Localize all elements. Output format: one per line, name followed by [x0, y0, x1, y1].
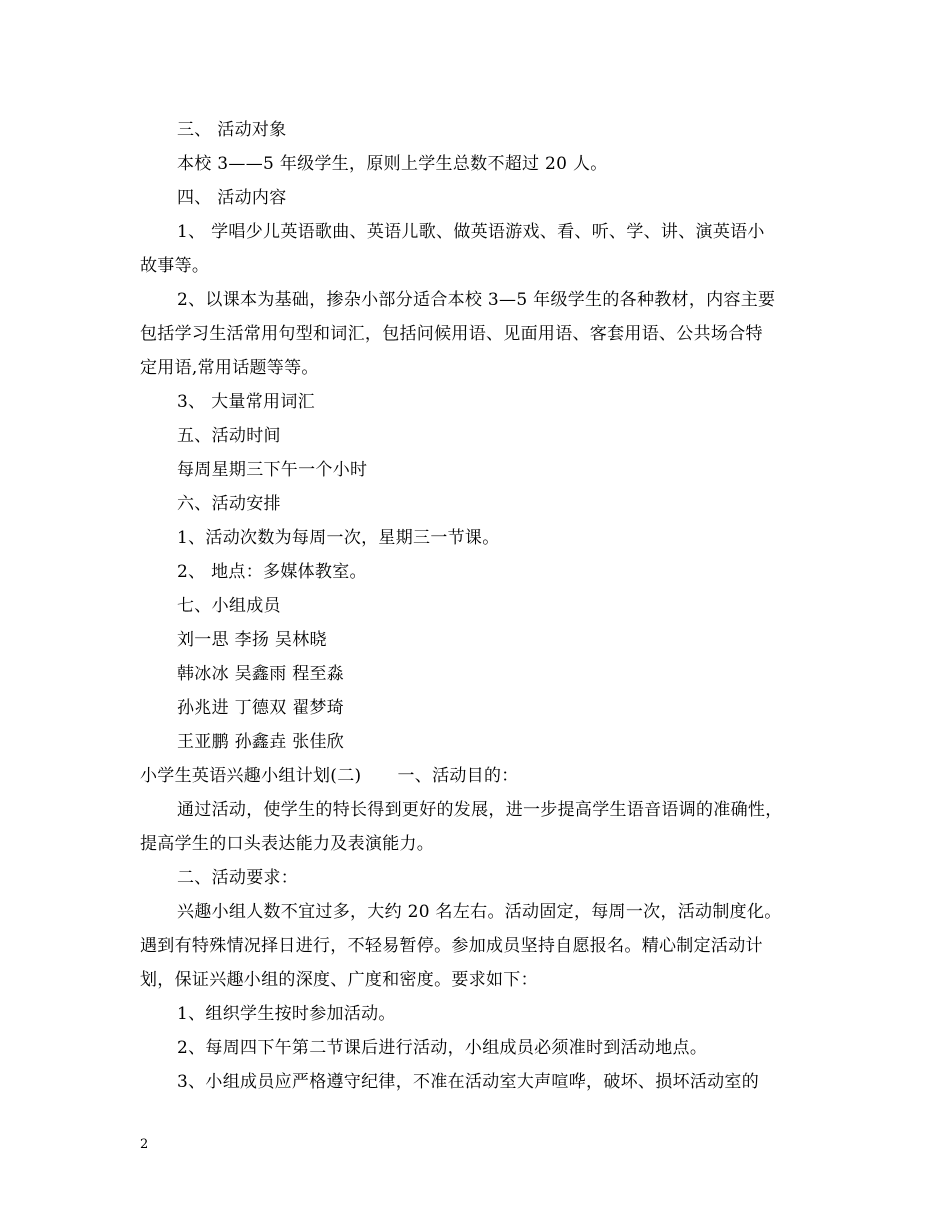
section-heading: 二、活动要求：: [177, 868, 299, 888]
paragraph-line: 提高学生的口头表达能力及表演能力。: [140, 834, 435, 854]
paragraph-line: 2、 地点：多媒体教室。: [177, 562, 367, 582]
section-heading: 四、 活动内容: [177, 188, 287, 208]
section-heading: 五、活动时间: [177, 426, 281, 446]
member-row: 刘一思 李扬 吴林晓: [177, 630, 327, 650]
section-heading: 七、小组成员: [177, 596, 281, 616]
paragraph-line: 故事等。: [140, 256, 210, 276]
paragraph-line: 兴趣小组人数不宜过多，大约 20 名左右。活动固定，每周一次，活动制度化。: [177, 902, 782, 922]
paragraph-line: 划，保证兴趣小组的深度、广度和密度。要求如下：: [140, 970, 538, 990]
page-number: 2: [140, 1137, 149, 1152]
paragraph-line: 包括学习生活常用句型和词汇，包括问候用语、见面用语、客套用语、公共场合特: [140, 324, 763, 344]
paragraph-line: 3、小组成员应严格遵守纪律，不准在活动室大声喧哗，破坏、损坏活动室的: [177, 1072, 760, 1092]
paragraph-line: 每周星期三下午一个小时: [177, 460, 368, 480]
paragraph-line: 通过活动，使学生的特长得到更好的发展，进一步提高学生语音语调的准确性，: [177, 800, 783, 820]
member-row: 王亚鹏 孙鑫垚 张佳欣: [177, 732, 345, 752]
paragraph-line: 1、 学唱少儿英语歌曲、英语儿歌、做英语游戏、看、听、学、讲、演英语小: [177, 222, 765, 242]
paragraph-line: 1、组织学生按时参加活动。: [177, 1004, 396, 1024]
paragraph-line: 2、以课本为基础，掺杂小部分适合本校 3—5 年级学生的各种教材，内容主要: [177, 290, 776, 310]
plan-title-line: [140, 766, 519, 786]
section-heading: 一、活动目的：: [397, 766, 519, 786]
paragraph-line: 1、活动次数为每周一次，星期三一节课。: [177, 528, 500, 548]
section-heading: 三、 活动对象: [177, 120, 287, 140]
paragraph-line: 2、每周四下午第二节课后进行活动，小组成员必须准时到活动地点。: [177, 1038, 708, 1058]
plan-title: 小学生英语兴趣小组计划(二): [140, 766, 362, 786]
paragraph-line: 定用语,常用话题等等。: [140, 358, 319, 378]
paragraph-line: 3、 大量常用词汇: [177, 392, 315, 412]
section-heading: 六、活动安排: [177, 494, 281, 514]
paragraph-line: 本校 3——5 年级学生，原则上学生总数不超过 20 人。: [177, 154, 608, 174]
member-row: 孙兆进 丁德双 翟梦琦: [177, 698, 345, 718]
member-row: 韩冰冰 吴鑫雨 程至淼: [177, 664, 345, 684]
paragraph-line: 遇到有特殊情况择日进行，不轻易暂停。参加成员坚持自愿报名。精心制定活动计: [140, 936, 763, 956]
